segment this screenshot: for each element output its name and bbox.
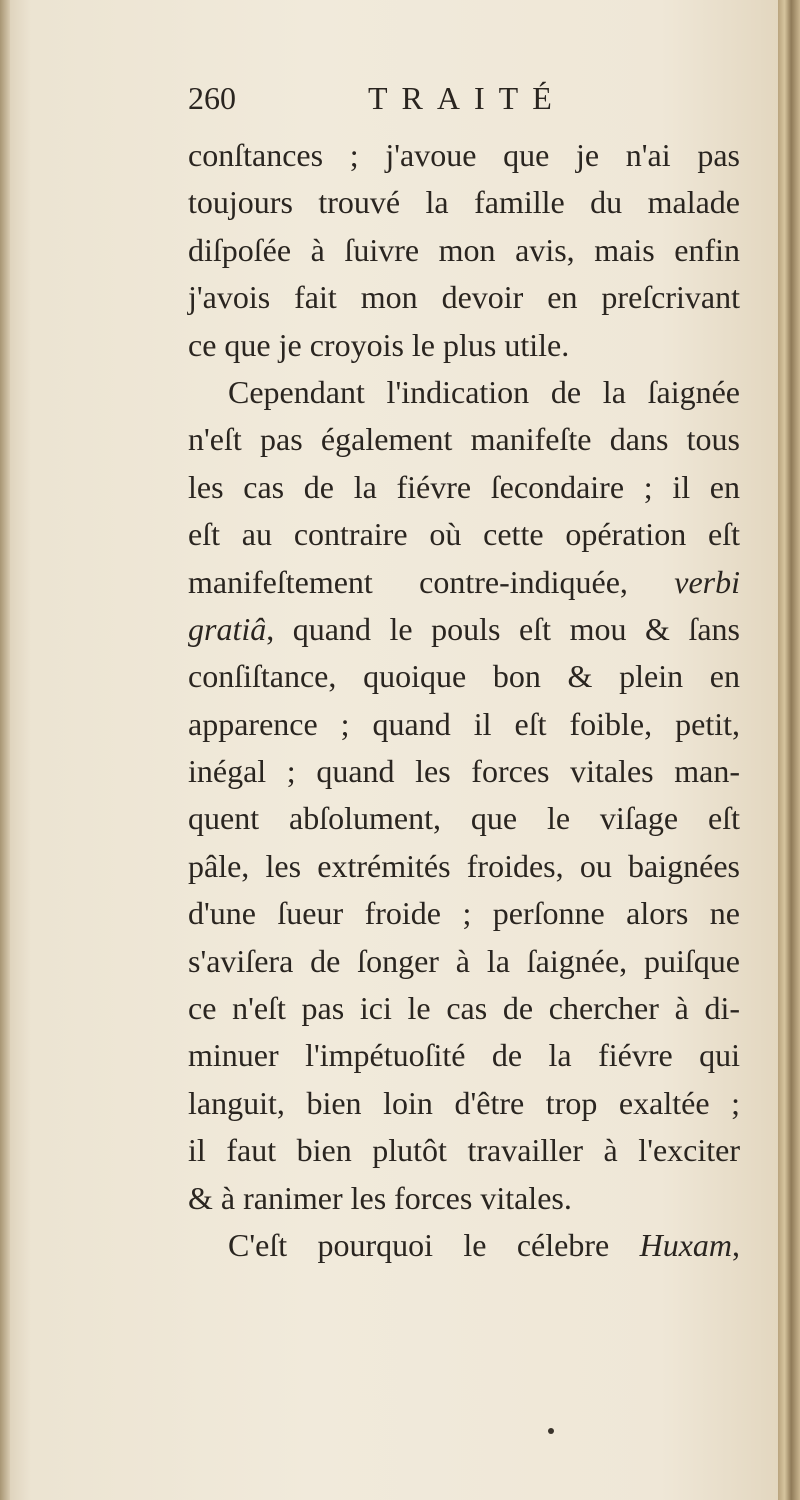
text-line: & à ranimer les forces vitales. xyxy=(188,1179,572,1216)
running-title: TRAITÉ xyxy=(368,80,566,116)
book-gutter xyxy=(778,0,800,1500)
text-line: languit, bien loin d'être trop exaltée ; xyxy=(188,1084,740,1121)
ink-speck xyxy=(548,1428,554,1434)
text-line: les cas de la fiévre ſecondaire ; il en xyxy=(188,468,740,505)
page-left-edge xyxy=(0,0,10,1500)
text-line: diſpoſée à ſuivre mon avis, mais enfin xyxy=(188,231,740,268)
body-text xyxy=(188,132,740,1269)
text-line: n'eſt pas également manifeſte dans tous xyxy=(188,421,740,458)
text-line: j'avois fait mon devoir en preſcrivant xyxy=(188,279,740,316)
text-line: pâle, les extrémités froides, ou baignées xyxy=(188,847,740,884)
text-line: il faut bien plutôt travailler à l'exciter xyxy=(188,1132,740,1169)
text-line: manifeſtement contre-indiquée, verbi xyxy=(188,563,740,600)
text-line: ce n'eſt pas ici le cas de chercher à di- xyxy=(188,990,740,1027)
running-header xyxy=(188,80,748,130)
text-line: quent abſolument, que le viſage eſt xyxy=(188,800,740,837)
text-line: conſtances ; j'avoue que je n'ai pas xyxy=(188,137,740,173)
text-line: inégal ; quand les forces vitales man- xyxy=(188,753,740,790)
text-line: d'une ſueur froide ; perſonne alors ne xyxy=(188,895,740,932)
paragraph-start-line: Cependant l'indication de la ſaignée xyxy=(228,373,740,410)
text-line: conſiſtance, quoique bon & plein en xyxy=(188,658,740,695)
paragraph-start-line: C'eſt pourquoi le célebre Huxam, xyxy=(228,1226,740,1263)
page-number: 260 xyxy=(188,80,236,116)
text-line: eſt au contraire où cette opération eſt xyxy=(188,516,740,553)
text-line: minuer l'impétuoſité de la fiévre qui xyxy=(188,1037,740,1074)
text-line: apparence ; quand il eſt foible, petit, xyxy=(188,705,740,742)
text-line: toujours trouvé la famille du malade xyxy=(188,184,740,221)
text-line: ce que je croyois le plus utile. xyxy=(188,326,570,363)
text-line: gratiâ, quand le pouls eſt mou & ſans xyxy=(188,610,740,647)
text-line: s'aviſera de ſonger à la ſaignée, puiſque xyxy=(188,942,740,979)
